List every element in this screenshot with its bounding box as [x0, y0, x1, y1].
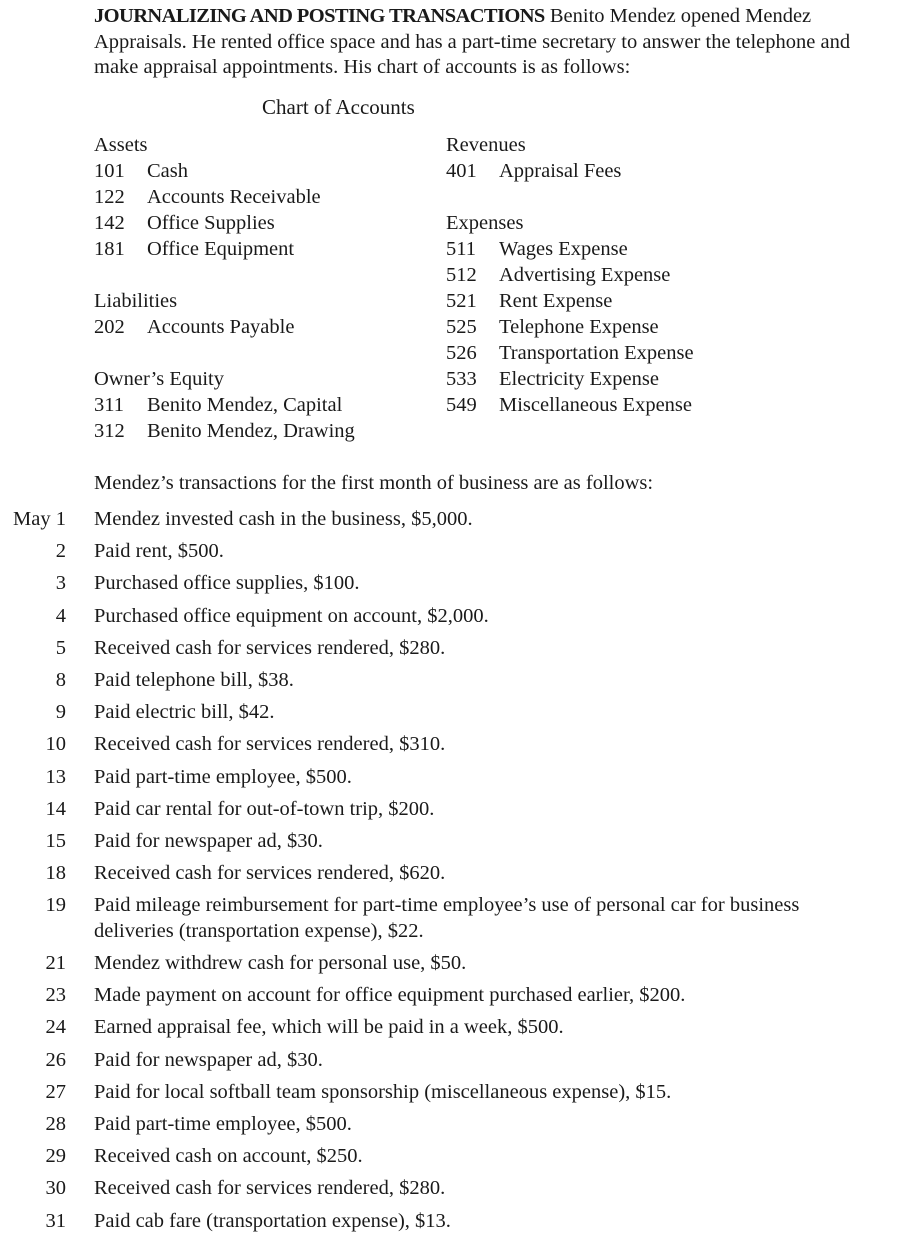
- transaction-row: [0, 861, 898, 887]
- category-owners-equity: Owner’s Equity: [94, 368, 225, 390]
- transaction-date: 9: [55, 701, 66, 724]
- transaction-date: 8: [55, 668, 66, 691]
- transaction-row: [0, 797, 898, 823]
- account-number: 142: [94, 212, 125, 234]
- transaction-description: Paid telephone bill, $38.: [94, 668, 294, 691]
- account-row: [94, 210, 355, 236]
- transaction-date: 3: [55, 572, 66, 595]
- transaction-row: [0, 571, 898, 597]
- transaction-date: 18: [45, 862, 66, 885]
- transaction-row: [0, 829, 898, 855]
- account-number: 533: [446, 368, 477, 390]
- transaction-description: Mendez withdrew cash for personal use, $50.: [94, 952, 467, 975]
- account-number: 202: [94, 316, 125, 338]
- account-row: [446, 314, 694, 340]
- transaction-row: [0, 1112, 898, 1138]
- account-name: Telephone Expense: [499, 316, 659, 338]
- transaction-description: Purchased office supplies, $100.: [94, 572, 360, 595]
- transaction-description: Paid cab fare (transportation expense), $13.: [94, 1209, 451, 1232]
- transaction-date: 2: [55, 540, 66, 563]
- transactions-lead-text: Mendez’s transactions for the first month of business are as follows:: [94, 472, 654, 494]
- account-number: 181: [94, 238, 125, 260]
- problem-heading: JOURNALIZING AND POSTING TRANSACTIONS: [94, 5, 545, 27]
- chart-of-accounts-right-column: [446, 132, 694, 418]
- transaction-date: 30: [45, 1177, 66, 1200]
- transaction-description: Received cash for services rendered, $310.: [94, 733, 446, 756]
- transaction-date: 21: [45, 952, 66, 975]
- transaction-description: Paid car rental for out-of-town trip, $200.: [94, 797, 435, 820]
- category-liabilities: Liabilities: [94, 290, 178, 312]
- account-name: Cash: [147, 160, 188, 182]
- transaction-date: 27: [45, 1080, 66, 1103]
- transaction-description: Received cash on account, $250.: [94, 1145, 363, 1168]
- account-name: Office Equipment: [147, 238, 295, 260]
- transaction-description: Mendez invested cash in the business, $5,000.: [94, 508, 473, 530]
- chart-of-accounts-left-column: [94, 132, 355, 444]
- transaction-row: [0, 507, 898, 533]
- transaction-row: [0, 983, 898, 1009]
- account-row: [446, 366, 694, 392]
- transaction-date: 13: [45, 765, 66, 788]
- transaction-description: Purchased office equipment on account, $2,000.: [94, 604, 489, 627]
- account-name: Accounts Receivable: [147, 186, 321, 208]
- transaction-description: Received cash for services rendered, $280.: [94, 1177, 446, 1200]
- transaction-date: 23: [45, 984, 66, 1007]
- transaction-row: [0, 700, 898, 726]
- transaction-description: Paid electric bill, $42.: [94, 701, 275, 724]
- transaction-row: [0, 893, 898, 944]
- account-number: 312: [94, 420, 125, 442]
- transaction-row: [0, 539, 898, 565]
- category-revenues: Revenues: [446, 134, 526, 156]
- transaction-date: 14: [45, 797, 66, 820]
- account-name: Advertising Expense: [499, 264, 671, 286]
- account-name: Benito Mendez, Capital: [147, 394, 343, 416]
- transaction-row: [0, 1176, 898, 1202]
- transaction-description: Paid for newspaper ad, $30.: [94, 829, 323, 852]
- transaction-description: Received cash for services rendered, $620.: [94, 862, 446, 885]
- account-name: Appraisal Fees: [499, 160, 622, 182]
- account-number: 511: [446, 238, 476, 260]
- transaction-description: Received cash for services rendered, $280.: [94, 636, 446, 659]
- transaction-date: 28: [45, 1112, 66, 1135]
- account-name: Transportation Expense: [499, 342, 694, 364]
- transaction-row: [0, 1048, 898, 1074]
- account-row: [94, 158, 355, 184]
- intro-text: Benito Mendez opened Mendez Appraisals. He rented office space and has a part-time secretary to answer the telephone and make appraisal appointments. His chart of accounts is as follows:: [94, 5, 851, 78]
- account-row: [446, 340, 694, 366]
- transaction-date: 4: [55, 604, 66, 627]
- account-row: [446, 262, 694, 288]
- account-number: 521: [446, 290, 477, 312]
- transaction-row: [0, 604, 898, 630]
- account-number: 512: [446, 264, 477, 286]
- intro-paragraph: [94, 4, 894, 81]
- transaction-description: Paid for local softball team sponsorship (miscellaneous expense), $15.: [94, 1080, 672, 1103]
- account-number: 525: [446, 316, 477, 338]
- transaction-description: Paid part-time employee, $500.: [94, 1112, 352, 1135]
- account-number: 101: [94, 160, 125, 182]
- account-row: [94, 314, 355, 340]
- transaction-description: Paid mileage reimbursement for part-time employee’s use of personal car for business deliveries (transportation expense), $22.: [94, 894, 800, 942]
- transaction-row: [0, 732, 898, 758]
- transaction-row: [0, 951, 898, 977]
- account-name: Electricity Expense: [499, 368, 659, 390]
- transaction-row: [0, 1144, 898, 1170]
- account-name: Rent Expense: [499, 290, 613, 312]
- transaction-date: 15: [45, 829, 66, 852]
- transaction-row: [0, 636, 898, 662]
- account-row: [446, 236, 694, 262]
- transaction-date: 19: [45, 894, 66, 917]
- transaction-description: Paid rent, $500.: [94, 540, 224, 563]
- transaction-date: May 1: [13, 508, 66, 530]
- account-number: 526: [446, 342, 477, 364]
- account-row: [446, 158, 694, 184]
- account-name: Wages Expense: [499, 238, 628, 260]
- transaction-row: [0, 1080, 898, 1106]
- transaction-date: 31: [45, 1209, 66, 1232]
- account-number: 311: [94, 394, 124, 416]
- transaction-date: 26: [45, 1048, 66, 1071]
- account-number: 122: [94, 186, 125, 208]
- account-name: Accounts Payable: [147, 316, 295, 338]
- spacer: [94, 340, 355, 366]
- transaction-description: Paid for newspaper ad, $30.: [94, 1048, 323, 1071]
- transaction-date: 24: [45, 1016, 66, 1039]
- transaction-description: Paid part-time employee, $500.: [94, 765, 352, 788]
- account-name: Benito Mendez, Drawing: [147, 420, 355, 442]
- account-row: [94, 184, 355, 210]
- account-name: Miscellaneous Expense: [499, 394, 692, 416]
- account-row: [94, 236, 355, 262]
- category-assets: Assets: [94, 134, 148, 156]
- account-number: 549: [446, 394, 477, 416]
- account-row: [94, 418, 355, 444]
- account-row: [446, 288, 694, 314]
- transaction-date: 29: [45, 1145, 66, 1168]
- spacer: [446, 184, 694, 210]
- account-row: [446, 392, 694, 418]
- transaction-date: 5: [55, 636, 66, 659]
- account-row: [94, 392, 355, 418]
- transaction-row: [0, 765, 898, 791]
- chart-of-accounts-title: Chart of Accounts: [262, 95, 415, 119]
- account-name: Office Supplies: [147, 212, 275, 234]
- category-expenses: Expenses: [446, 212, 524, 234]
- spacer: [94, 262, 355, 288]
- transaction-description: Made payment on account for office equipment purchased earlier, $200.: [94, 984, 686, 1007]
- transaction-date: 10: [45, 733, 66, 756]
- transaction-row: [0, 1209, 898, 1235]
- account-number: 401: [446, 160, 477, 182]
- transaction-row: [0, 668, 898, 694]
- transactions-list: [0, 507, 898, 1241]
- transaction-row: [0, 1015, 898, 1041]
- transaction-description: Earned appraisal fee, which will be paid in a week, $500.: [94, 1016, 564, 1039]
